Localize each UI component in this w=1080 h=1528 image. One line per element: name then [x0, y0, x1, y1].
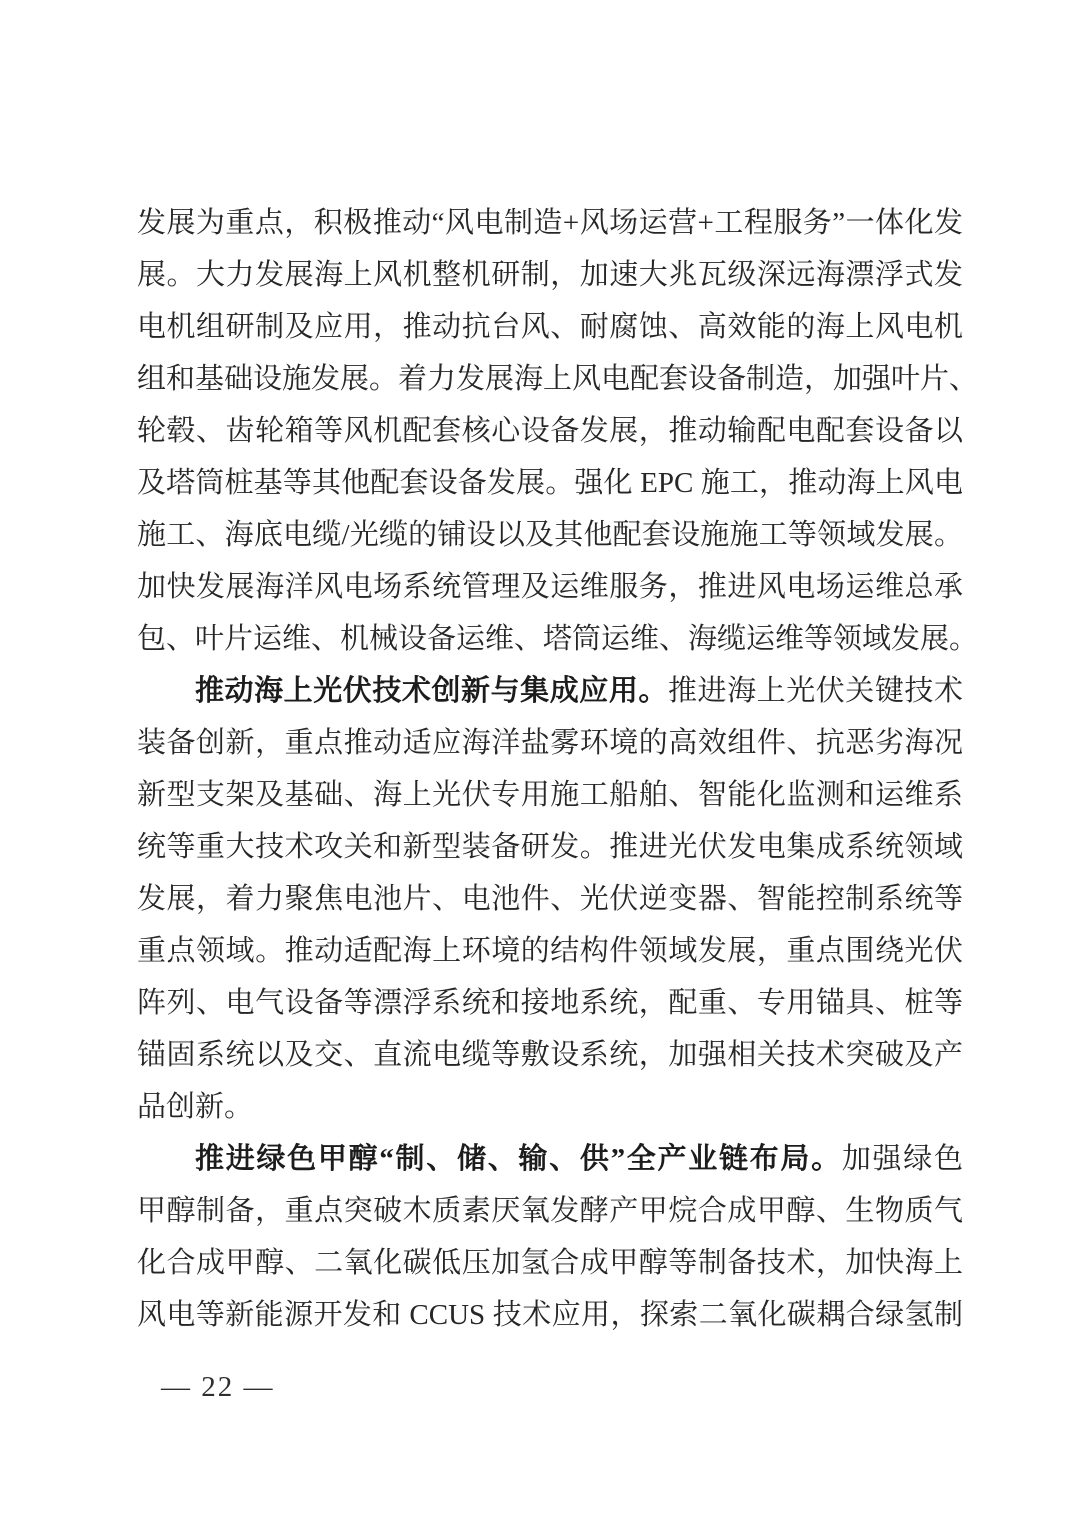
paragraph-heading-bold: 推进绿色甲醇“制、储、输、供”全产业链布局。	[195, 1143, 842, 1175]
text-line: 风电等新能源开发和 CCUS 技术应用，探索二氧化碳耦合绿氢制	[137, 1299, 963, 1331]
text-line: 加快发展海洋风电场系统管理及运维服务，推进风电场运维总承	[137, 571, 963, 603]
text-line: 发展为重点，积极推动“风电制造+风场运营+工程服务”一体化发	[137, 207, 963, 239]
paragraph-green-methanol	[137, 1133, 963, 1341]
text-line: 施工、海底电缆/光缆的铺设以及其他配套设施施工等领域发展。	[137, 519, 963, 551]
text-run: 加强绿色	[841, 1143, 963, 1175]
text-line: 锚固系统以及交、直流电缆等敷设系统，加强相关技术突破及产	[137, 1039, 963, 1071]
text-line: 甲醇制备，重点突破木质素厌氧发酵产甲烷合成甲醇、生物质气	[137, 1195, 963, 1227]
text-line-with-heading	[137, 665, 963, 717]
text-line: 重点领域。推动适配海上环境的结构件领域发展，重点围绕光伏	[137, 935, 963, 967]
text-line: 阵列、电气设备等漂浮系统和接地系统，配重、专用锚具、桩等	[137, 987, 963, 1019]
paragraph-heading-bold: 推动海上光伏技术创新与集成应用。	[195, 675, 668, 707]
text-line: 统等重大技术攻关和新型装备研发。推进光伏发电集成系统领域	[137, 831, 963, 863]
text-line-with-heading	[137, 1133, 963, 1185]
text-line: 及塔筒桩基等其他配套设备发展。强化 EPC 施工，推动海上风电	[137, 467, 963, 499]
paragraph-offshore-pv	[137, 665, 963, 1133]
text-run: 推进海上光伏关键技术	[667, 675, 963, 707]
text-line: 电机组研制及应用，推动抗台风、耐腐蚀、高效能的海上风电机	[137, 311, 963, 343]
text-line: 轮毂、齿轮箱等风机配套核心设备发展，推动输配电配套设备以	[137, 415, 963, 447]
text-line: 组和基础设施发展。着力发展海上风电配套设备制造，加强叶片、	[137, 363, 979, 395]
text-line: 品创新。	[137, 1091, 254, 1123]
document-text-block	[137, 197, 979, 1341]
text-line: 展。大力发展海上风机整机研制，加速大兆瓦级深远海漂浮式发	[137, 259, 963, 291]
text-line: 包、叶片运维、机械设备运维、塔筒运维、海缆运维等领域发展。	[137, 623, 979, 655]
paragraph-offshore-wind	[137, 197, 979, 665]
text-line: 装备创新，重点推动适应海洋盐雾环境的高效组件、抗恶劣海况	[137, 727, 963, 759]
text-line: 发展，着力聚焦电池片、电池件、光伏逆变器、智能控制系统等	[137, 883, 963, 915]
text-line: 化合成甲醇、二氧化碳低压加氢合成甲醇等制备技术，加快海上	[137, 1247, 963, 1279]
page-number: — 22 —	[161, 1371, 275, 1403]
text-line: 新型支架及基础、海上光伏专用施工船舶、智能化监测和运维系	[137, 779, 963, 811]
